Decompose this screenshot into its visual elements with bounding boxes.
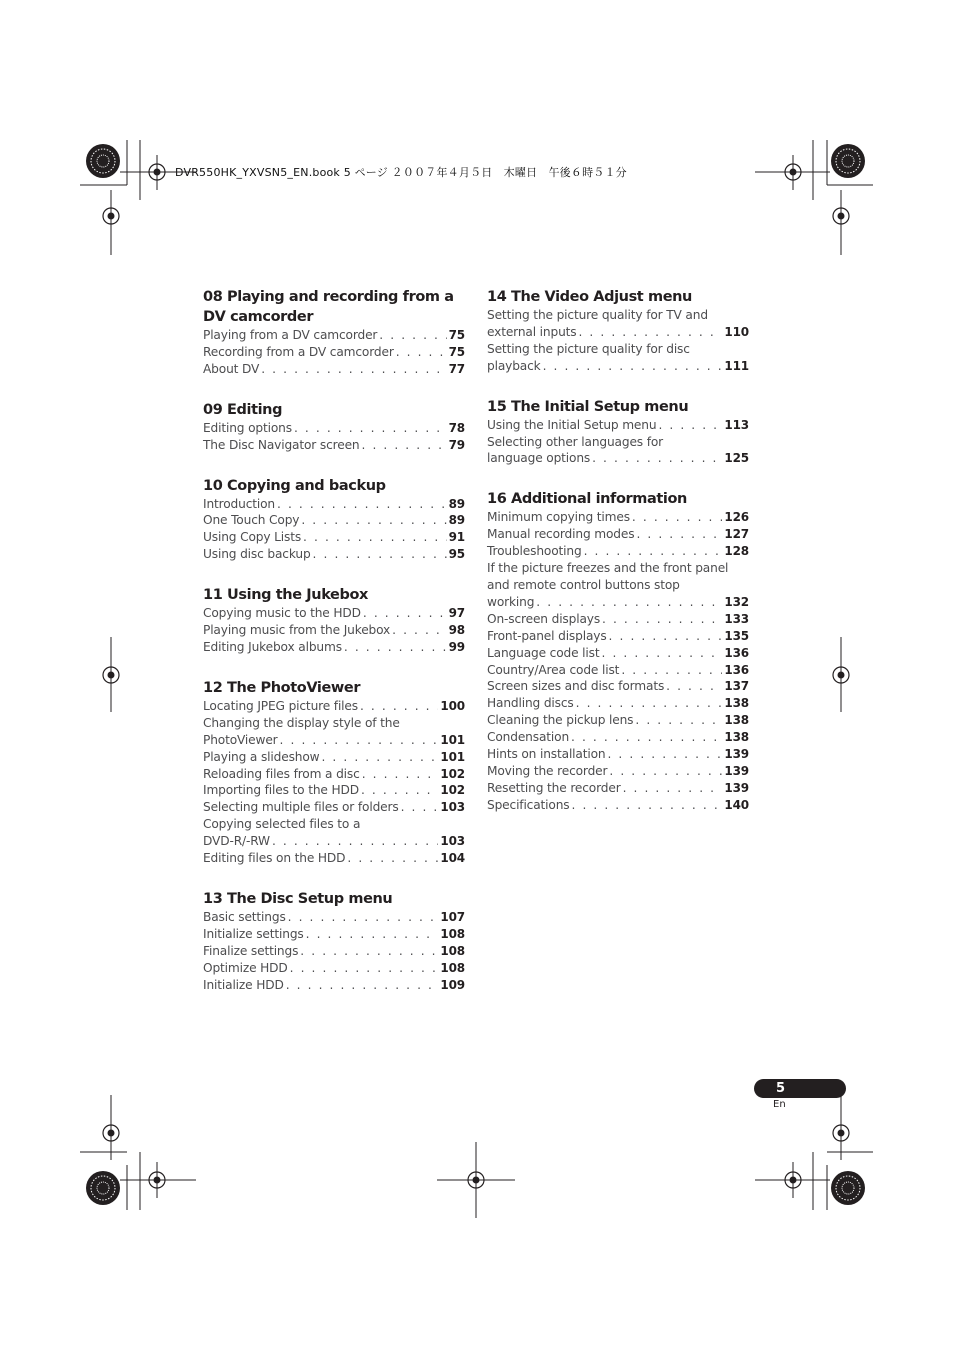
dot-leader bbox=[623, 780, 723, 797]
toc-section bbox=[203, 476, 465, 564]
toc-entry-page-number: 108 bbox=[440, 943, 465, 958]
toc-section bbox=[203, 678, 465, 867]
dot-leader bbox=[584, 543, 723, 560]
toc-entry[interactable] bbox=[203, 909, 465, 926]
toc-entry-label: Recording from a DV camcorder bbox=[203, 344, 394, 359]
toc-entry[interactable] bbox=[203, 943, 465, 960]
dot-leader bbox=[288, 909, 439, 926]
toc-entry[interactable] bbox=[203, 437, 465, 454]
toc-entry-label: On-screen displays bbox=[487, 611, 601, 626]
dot-leader bbox=[306, 926, 439, 943]
dot-leader bbox=[347, 850, 438, 867]
section-title: 09 Editing bbox=[203, 401, 283, 418]
dot-leader bbox=[277, 496, 447, 513]
toc-entry-page-number: 136 bbox=[724, 662, 749, 677]
toc-entry[interactable] bbox=[487, 543, 749, 560]
toc-entry[interactable] bbox=[487, 307, 749, 341]
toc-entry[interactable] bbox=[487, 611, 749, 628]
toc-entry-label: Country/Area code list bbox=[487, 662, 620, 677]
dot-leader bbox=[363, 605, 447, 622]
toc-entry[interactable] bbox=[487, 729, 749, 746]
toc-entry-page-number: 125 bbox=[724, 451, 749, 466]
toc-entry[interactable] bbox=[487, 628, 749, 645]
toc-entry-label: language options bbox=[487, 451, 591, 466]
toc-entry-page-number: 101 bbox=[440, 749, 465, 764]
toc-entry[interactable] bbox=[203, 361, 465, 378]
toc-entry[interactable] bbox=[487, 763, 749, 780]
toc-entry-page-number: 97 bbox=[448, 606, 465, 621]
toc-entry-label: Introduction bbox=[203, 496, 276, 511]
toc-entry-page-number: 107 bbox=[440, 909, 465, 924]
toc-entry-label: PhotoViewer bbox=[203, 732, 278, 747]
toc-entry-label: Front-panel displays bbox=[487, 628, 607, 643]
dot-leader bbox=[571, 729, 722, 746]
toc-entry-label: playback bbox=[487, 358, 541, 373]
toc-entry-label-prefix: If the picture freezes and the front panel and remote control buttons stop bbox=[487, 561, 729, 592]
dot-leader bbox=[666, 678, 722, 695]
dot-leader bbox=[602, 645, 723, 662]
dot-leader bbox=[272, 833, 438, 850]
toc-entry-page-number: 98 bbox=[448, 623, 465, 638]
toc-entry[interactable] bbox=[487, 678, 749, 695]
toc-section bbox=[487, 397, 749, 468]
toc-entry[interactable] bbox=[487, 560, 749, 611]
section-title: 16 Additional information bbox=[487, 491, 687, 508]
toc-section bbox=[203, 889, 465, 994]
toc-entry-page-number: 138 bbox=[724, 696, 749, 711]
toc-entry[interactable] bbox=[203, 715, 465, 749]
dot-leader bbox=[578, 324, 722, 341]
dot-leader bbox=[592, 450, 722, 467]
section-title: 12 The PhotoViewer bbox=[203, 679, 361, 696]
toc-entry[interactable] bbox=[203, 977, 465, 994]
toc-entry[interactable] bbox=[203, 512, 465, 529]
toc-entry-label: One Touch Copy bbox=[203, 513, 300, 528]
toc-entry-label: Manual recording modes bbox=[487, 527, 635, 542]
toc-entry-page-number: 139 bbox=[724, 780, 749, 795]
dot-leader bbox=[536, 594, 722, 611]
toc-entry-page-number: 111 bbox=[724, 358, 749, 373]
toc-entry[interactable] bbox=[203, 420, 465, 437]
toc-entry-page-number: 77 bbox=[448, 361, 465, 376]
dot-leader bbox=[344, 639, 447, 656]
section-title: 08 Playing and recording from a DV camcorder bbox=[203, 289, 454, 325]
dot-leader bbox=[361, 782, 438, 799]
toc-entry-label: Moving the recorder bbox=[487, 763, 608, 778]
toc-entry-page-number: 89 bbox=[448, 496, 465, 511]
toc-entry[interactable] bbox=[203, 546, 465, 563]
toc-entry[interactable] bbox=[487, 645, 749, 662]
toc-entry-label: Minimum copying times bbox=[487, 510, 630, 525]
toc-entry[interactable] bbox=[203, 799, 465, 816]
toc-entry-page-number: 139 bbox=[724, 763, 749, 778]
toc-entry-label-prefix: Selecting other languages for bbox=[487, 434, 664, 449]
toc-entry[interactable] bbox=[203, 622, 465, 639]
toc-entry-page-number: 135 bbox=[724, 628, 749, 643]
dot-leader bbox=[602, 611, 722, 628]
toc-entry-page-number: 109 bbox=[440, 977, 465, 992]
toc-entry-label: Playing music from the Jukebox bbox=[203, 623, 391, 638]
toc-entry-label: The Disc Navigator screen bbox=[203, 437, 360, 452]
section-title: 10 Copying and backup bbox=[203, 477, 386, 494]
toc-entry-label-prefix: Setting the picture quality for disc bbox=[487, 341, 690, 356]
toc-entry-page-number: 78 bbox=[448, 420, 465, 435]
toc-entry-page-number: 136 bbox=[724, 645, 749, 660]
toc-entry[interactable] bbox=[203, 496, 465, 513]
toc-entry-page-number: 100 bbox=[440, 698, 465, 713]
toc-entry-label: Language code list bbox=[487, 645, 600, 660]
toc-entry[interactable] bbox=[203, 529, 465, 546]
toc-entry[interactable] bbox=[487, 509, 749, 526]
toc-entry-label: Screen sizes and disc formats bbox=[487, 679, 665, 694]
toc-entry-label-prefix: Setting the picture quality for TV and bbox=[487, 308, 708, 322]
toc-entry-label: Selecting multiple files or folders bbox=[203, 800, 399, 815]
dot-leader bbox=[572, 797, 723, 814]
toc-entry-page-number: 140 bbox=[724, 797, 749, 812]
toc-entry[interactable] bbox=[487, 780, 749, 797]
toc-entry-label: Using disc backup bbox=[203, 547, 311, 562]
toc-entry-label: Copying music to the HDD bbox=[203, 606, 361, 621]
toc-entry-label: Cleaning the pickup lens bbox=[487, 713, 634, 728]
page-number-badge bbox=[754, 1079, 846, 1098]
book-file-header: DVR550HK_YXVSN5_EN.book 5 ページ ２００７年４月５日 木曜日 午後６時５１分 bbox=[175, 166, 627, 179]
toc-entry[interactable] bbox=[487, 417, 749, 434]
toc-entry[interactable] bbox=[203, 850, 465, 867]
toc-entry[interactable] bbox=[487, 662, 749, 679]
toc-entry-page-number: 79 bbox=[448, 437, 465, 452]
toc-entry-page-number: 103 bbox=[440, 800, 465, 815]
toc-entry[interactable] bbox=[203, 782, 465, 799]
dot-leader bbox=[396, 344, 447, 361]
toc-entry-label: Condensation bbox=[487, 730, 570, 745]
toc-entry-page-number: 91 bbox=[448, 530, 465, 545]
dot-leader bbox=[609, 763, 722, 780]
dot-leader bbox=[609, 628, 723, 645]
dot-leader bbox=[280, 732, 439, 749]
toc-entry-label: Initialize settings bbox=[203, 926, 304, 941]
toc-entry[interactable] bbox=[487, 526, 749, 543]
page-number: 5 bbox=[776, 1081, 786, 1096]
toc-entry[interactable] bbox=[203, 639, 465, 656]
toc-entry[interactable] bbox=[203, 816, 465, 850]
toc-entry-page-number: 75 bbox=[448, 344, 465, 359]
toc-entry-page-number: 104 bbox=[440, 851, 465, 866]
toc-entry-page-number: 95 bbox=[448, 547, 465, 562]
toc-entry-label: Finalize settings bbox=[203, 943, 299, 958]
toc-entry-page-number: 138 bbox=[724, 713, 749, 728]
dot-leader bbox=[362, 437, 447, 454]
toc-entry[interactable] bbox=[203, 327, 465, 344]
toc-entry-label-prefix: Changing the display style of the bbox=[203, 715, 400, 730]
dot-leader bbox=[360, 698, 438, 715]
toc-entry[interactable] bbox=[487, 341, 749, 375]
dot-leader bbox=[313, 546, 447, 563]
toc-entry-label: Reloading files from a disc bbox=[203, 766, 360, 781]
toc-entry-label: Handling discs bbox=[487, 696, 574, 711]
dot-leader bbox=[632, 509, 722, 526]
dot-leader bbox=[261, 361, 446, 378]
toc-entry-label: Resetting the recorder bbox=[487, 780, 621, 795]
toc-entry-label: DVD-R/-RW bbox=[203, 834, 270, 849]
toc-section bbox=[487, 489, 749, 813]
toc-section bbox=[203, 585, 465, 656]
toc-entry[interactable] bbox=[487, 712, 749, 729]
toc-entry[interactable] bbox=[487, 746, 749, 763]
toc-entry-page-number: 132 bbox=[724, 594, 749, 609]
toc-entry-label: Importing files to the HDD bbox=[203, 783, 359, 798]
toc-entry-label: Playing from a DV camcorder bbox=[203, 328, 378, 342]
toc-entry-label: Optimize HDD bbox=[203, 960, 288, 975]
dot-leader bbox=[607, 746, 722, 763]
toc-entry[interactable] bbox=[487, 695, 749, 712]
page-language-label: En bbox=[773, 1099, 786, 1110]
toc-entry-label: Using Copy Lists bbox=[203, 530, 302, 545]
dot-leader bbox=[543, 358, 723, 375]
toc-entry-page-number: 103 bbox=[440, 834, 465, 849]
toc-entry-page-number: 89 bbox=[448, 513, 465, 528]
toc-entry-page-number: 99 bbox=[448, 639, 465, 654]
toc-entry[interactable] bbox=[487, 797, 749, 814]
toc-entry-page-number: 138 bbox=[724, 730, 749, 745]
toc-entry[interactable] bbox=[203, 698, 465, 715]
dot-leader bbox=[576, 695, 723, 712]
dot-leader bbox=[636, 526, 722, 543]
section-title: 11 Using the Jukebox bbox=[203, 587, 368, 604]
toc-entry-page-number: 101 bbox=[440, 732, 465, 747]
toc-entry-page-number: 108 bbox=[440, 960, 465, 975]
toc-entry-label: Basic settings bbox=[203, 909, 286, 924]
dot-leader bbox=[294, 420, 447, 437]
toc-section bbox=[203, 287, 465, 378]
toc-entry-label: About DV bbox=[203, 361, 260, 376]
toc-entry-page-number: 75 bbox=[448, 328, 465, 342]
toc-entry-page-number: 137 bbox=[724, 679, 749, 694]
toc-entry-label: Editing files on the HDD bbox=[203, 851, 346, 866]
section-title: 14 The Video Adjust menu bbox=[487, 289, 692, 305]
toc-entry[interactable] bbox=[203, 344, 465, 361]
toc-entry-label: Editing Jukebox albums bbox=[203, 639, 342, 654]
toc-entry[interactable] bbox=[203, 749, 465, 766]
toc-entry-label: Specifications bbox=[487, 797, 570, 812]
toc-entry-label: Hints on installation bbox=[487, 747, 606, 762]
dot-leader bbox=[321, 749, 438, 766]
toc-entry[interactable] bbox=[203, 766, 465, 783]
toc-entry-label: Using the Initial Setup menu bbox=[487, 417, 657, 432]
section-title: 13 The Disc Setup menu bbox=[203, 890, 393, 907]
section-title: 15 The Initial Setup menu bbox=[487, 398, 689, 415]
dot-leader bbox=[362, 766, 439, 783]
toc-entry-page-number: 133 bbox=[724, 611, 749, 626]
dot-leader bbox=[658, 417, 722, 434]
toc-entry-label: working bbox=[487, 594, 535, 609]
toc-entry[interactable] bbox=[203, 605, 465, 622]
toc-entry[interactable] bbox=[487, 434, 749, 468]
toc-entry-page-number: 127 bbox=[724, 527, 749, 542]
dot-leader bbox=[303, 529, 447, 546]
toc-entry-page-number: 110 bbox=[724, 324, 749, 339]
toc-entry-page-number: 139 bbox=[724, 747, 749, 762]
dot-leader bbox=[635, 712, 722, 729]
toc-entry-label: Troubleshooting bbox=[487, 544, 582, 559]
toc-entry-label: Locating JPEG picture files bbox=[203, 698, 358, 713]
dot-leader bbox=[392, 622, 446, 639]
toc-entry-page-number: 113 bbox=[724, 417, 749, 432]
toc-entry-label: Editing options bbox=[203, 420, 292, 435]
dot-leader bbox=[300, 943, 438, 960]
dot-leader bbox=[379, 327, 446, 344]
toc-left-column bbox=[203, 287, 465, 1015]
toc-entry-label: external inputs bbox=[487, 324, 577, 339]
dot-leader bbox=[301, 512, 446, 529]
toc-entry[interactable] bbox=[203, 960, 465, 977]
toc-entry-page-number: 102 bbox=[440, 783, 465, 798]
toc-section bbox=[203, 400, 465, 454]
toc-entry[interactable] bbox=[203, 926, 465, 943]
dot-leader bbox=[290, 960, 439, 977]
toc-entry-label: Initialize HDD bbox=[203, 977, 284, 992]
toc-entry-page-number: 128 bbox=[724, 544, 749, 559]
dot-leader bbox=[401, 799, 439, 816]
toc-entry-page-number: 108 bbox=[440, 926, 465, 941]
toc-entry-label: Playing a slideshow bbox=[203, 749, 320, 764]
toc-right-column bbox=[487, 287, 749, 836]
dot-leader bbox=[286, 977, 439, 994]
dot-leader bbox=[621, 662, 722, 679]
toc-entry-page-number: 102 bbox=[440, 766, 465, 781]
toc-entry-page-number: 126 bbox=[724, 510, 749, 525]
toc-entry-label-prefix: Copying selected files to a bbox=[203, 817, 361, 832]
toc-section bbox=[487, 287, 749, 375]
